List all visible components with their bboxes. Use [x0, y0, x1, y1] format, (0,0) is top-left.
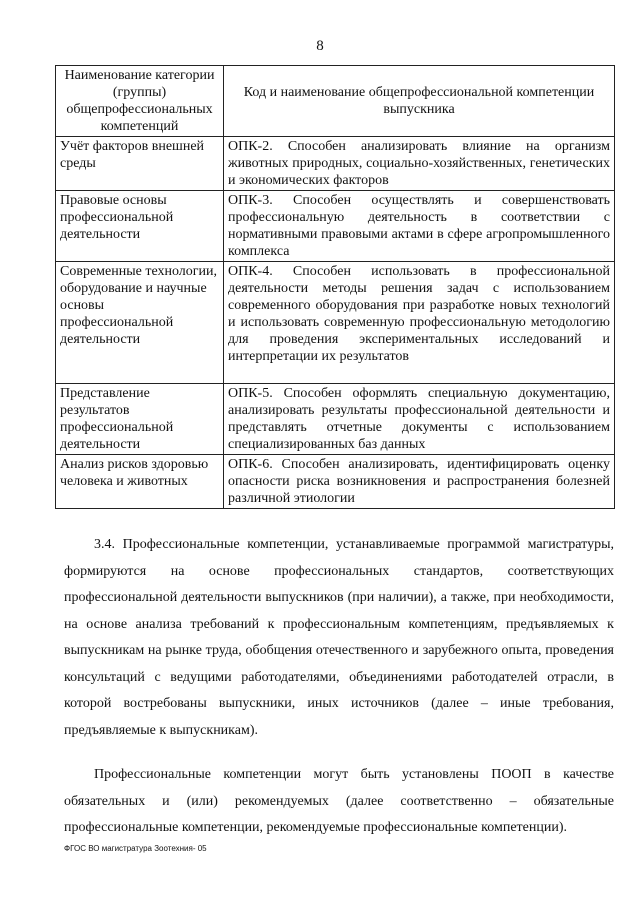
paragraph-3-4-text: 3.4. Профессиональные компетенции, устанавливаемые программой магистратуры, формируются на основе профессиональных стандартов, соответствующих профессиональной деятельности выпускников (при наличии), а также, при необходимости, на основе анализа требований к профессиональным компетенциям, предъявляемых к выпускникам на рынке труда, обобщения отечественного и зарубежного опыта, проведения консультаций с ведущими работодателями, объединениями работодателей отрасли, в которой востребованы выпускники, иных источников (далее – иные требования, предъявляемые к выпускникам). — [64, 537, 614, 738]
category-cell: Анализ рисков здоровью человека и животных — [56, 455, 224, 509]
paragraph-pk — [64, 762, 614, 842]
table-header-row — [56, 66, 615, 137]
table-row — [56, 191, 615, 262]
header-competence: Код и наименование общепрофессиональной компетенции выпускника — [224, 66, 615, 137]
competence-cell: ОПК-6. Способен анализировать, идентифицировать оценку опасности риска возникновения и распространения болезней различной этиологии — [224, 455, 615, 509]
table-row — [56, 455, 615, 509]
category-cell: Представление результатов профессиональной деятельности — [56, 384, 224, 455]
competence-cell: ОПК-5. Способен оформлять специальную документацию, анализировать результаты профессиональной деятельности и представлять отчетные документы с использованием специализированных баз данных — [224, 384, 615, 455]
table-row — [56, 137, 615, 191]
competence-cell: ОПК-4. Способен использовать в профессиональной деятельности методы решения задач с использованием современного оборудования при разработке новых технологий и использовать современную профессиональную методологию для проведения экспериментальных исследований и интерпретации их результатов — [224, 262, 615, 384]
competence-table — [55, 65, 615, 509]
competence-cell: ОПК-3. Способен осуществлять и совершенствовать профессиональную деятельность в соответствии с нормативными правовыми актами в сфере агропромышленного комплекса — [224, 191, 615, 262]
category-cell: Учёт факторов внешней среды — [56, 137, 224, 191]
paragraph-pk-text: Профессиональные компетенции могут быть установлены ПООП в качестве обязательных и (или) рекомендуемых (далее соответственно – обязательные профессиональные компетенции, рекомендуемые профессиональные компетенции). — [64, 767, 614, 835]
footer-doc-id: ФГОС ВО магистратура Зоотехния- 05 — [64, 844, 207, 853]
competence-cell: ОПК-2. Способен анализировать влияние на организм животных природных, социально-хозяйственных, генетических и экономических факторов — [224, 137, 615, 191]
page-number: 8 — [316, 38, 324, 54]
header-category: Наименование категории (группы) общепрофессиональных компетенций — [56, 66, 224, 137]
table-row — [56, 384, 615, 455]
category-cell: Современные технологии, оборудование и научные основы профессиональной деятельности — [56, 262, 224, 384]
table-row — [56, 262, 615, 384]
category-cell: Правовые основы профессиональной деятельности — [56, 191, 224, 262]
paragraph-3-4 — [64, 532, 614, 744]
